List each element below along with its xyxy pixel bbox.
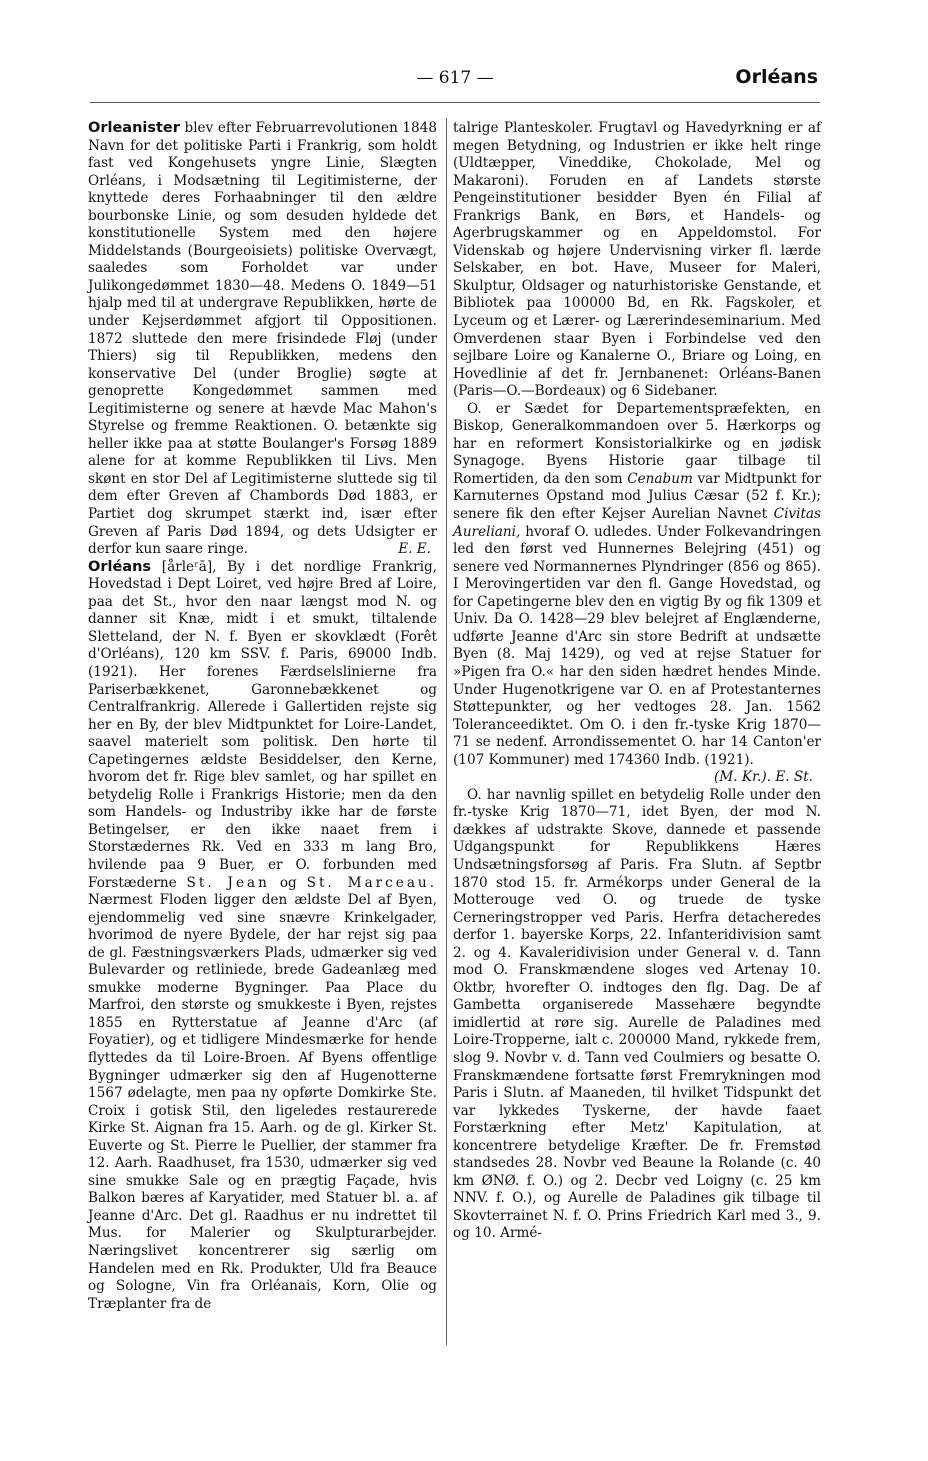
right-column xyxy=(453,120,821,1243)
page-number: — 617 — xyxy=(416,68,494,88)
headword-orleans: Orléans xyxy=(88,558,152,575)
page-header xyxy=(90,66,818,102)
column-divider xyxy=(446,118,447,1345)
paragraph: talrige Planteskoler. Frugtavl og Havedyrkning er af megen Betydning, og Industrien er ikke helt ringe (Uldtæpper, Vineddike, Chokolade, Mel og Makaroni). Foruden en af Landets største Pengeinstitutioner besidder Byen én Filial af Frankrigs Bank, en Børs, et Handels- og Agerbrugskammer og en Appeldomstol. For Videnskab og højere Undervisning virker fl. lærde Selskaber, en bot. Have, Museer for Maleri, Skulptur, Oldsager og naturhistoriske Genstande, et Bibliotek paa 100000 Bd, en Rk. Fagskoler, et Lyceum og et Lærer- og Lærerindeseminarium. Med Omverdenen staar Byen i Forbindelse ved den sejlbare Loire og Kanalerne O., Briare og Loing, en Hovedlinie af det fr. Jernbanenet: Orléans-Banen (Paris—O.—Bordeaux) og 6 Sidebaner. xyxy=(453,120,821,400)
spaced-name: St. Marceau. xyxy=(306,874,438,891)
running-head: Orléans xyxy=(735,66,818,88)
entry-text: Nærmest Floden ligger den ældste Del af Byen, ejendommelig ved sine snævre Krinkelgader, hvorimod de nyere Bydele, der har rejst sig paa de gl. Fæstningsværkers Plads, udmærker sig ved Bulevarder og retliniede, brede Gadeanlæg med smukke moderne Bygninger. Paa Place du Marfroi, den største og smukkeste i Byen, rejstes 1855 en Rytterstatue af Jeanne d'Arc (af Foyatier), og et tidligere Mindesmærke for hende flyttedes da til Loire-Broen. Af Byens offentlige Bygninger udmærker sig den af Hugenotterne 1567 ødelagte, men paa ny opførte Domkirke Ste. Croix i gotisk Stil, den ligeledes restaurerede Kirke St. Aignan fra 15. Aarh. og de gl. Kirker St. Euverte og St. Pierre le Puellier, der stammer fra 12. Aarh. Raadhuset, fra 1530, udmærker sig ved sine smukke Sale og en prægtig Façade, hvis Balkon bæres af Karyatider, med Statuer bl. a. af Jeanne d'Arc. Det gl. Raadhus er nu indrettet til Mus. for Malerier og Skulpturarbejder. Næringslivet koncentrerer sig særlig om Handelen med en Rk. Produkter, Uld fra Beauce og Sologne, Vin fra Orléanais, Korn, Olie og Træplanter fra de xyxy=(88,892,437,1312)
paragraph-text: hvoraf O. udledes. Under Folkevandringen led den først ved Hunnernes Belejring (451) og senere ved Normannernes Plyndringer (856 og 865). I Merovingertiden var den fl. Gange Hovedstad, og for Capetingerne blev den en vigtig By og fik 1309 et Univ. Da O. 1428—29 blev belejret af Englænderne, udførte Jeanne d'Arc sin store Bedrift at undsætte Byen (8. Maj 1429), og ved at rejse Statuer for »Pigen fra O.« har den siden hædret hendes Minde. Under Hugenotkrigene var O. en af Protestanternes Støttepunkter, og her vedtoges 28. Jan. 1562 Toleranceediktet. Om O. i den fr.-tyske Krig 1870—71 se nedenf. Arrondissementet O. har 14 Canton'er (107 Kommuner) med 174360 Indb. (1921). xyxy=(453,523,821,768)
latin-name: Cenabum xyxy=(627,470,693,487)
pronunciation: [årleʳā], xyxy=(151,558,217,575)
paragraph: O. har navnlig spillet en betydelig Rolle under den fr.-tyske Krig 1870—71, idet Byen, der mod N. dækkes af udstrakte Skove, dannede et passende Udgangspunkt for Republikkens Hæres Undsætningsforsøg af Paris. Fra Slutn. af Septbr 1870 stod 15. fr. Armékorps under General de la Motterouge ved O. og truede de tyske Cerneringstropper ved Paris. Herfra detacheredes derfor 1. bayerske Korps, 22. Infanteridivision samt 2. og 4. Kavaleridivision under General v. d. Tann mod O. Franskmændene sloges ved Artenay 10. Oktbr, hvorefter O. indtoges den flg. Dag. De af Gambetta organiserede Massehære begyndte imidlertid at røre sig. Aurelle de Paladines med Loire-Tropperne, ialt c. 200000 Mand, rykkede frem, slog 9. Novbr v. d. Tann ved Coulmiers og besatte O. Franskmændene fortsatte først Fremrykningen mod Paris i Slutn. af Maaneden, til hvilket Tidspunkt det var lykkedes Tyskerne, der havde faaet Forstærkning efter Metz' Kapitulation, at koncentrere betydelige Kræfter. De fr. Fremstød standsedes 28. Novbr ved Beaune la Rolande (c. 40 km ØNØ. f. O.) og 2. Decbr ved Loigny (c. 25 km NNV. f. O.), og Aurelle de Paladines gik tilbage til Skovterrainet N. f. O. Prins Friedrich Karl med 3., 9. og 10. Armé- xyxy=(453,786,821,1242)
headword-orleanister: Orleanister xyxy=(88,120,180,136)
paragraph-text: O. er Sædet for Departementspræfekten, en Biskop, Generalkommandoen over 5. Hærkorps og har en reformert Konsistorialkirke og en jødisk Synagoge. Byens Historie gaar tilbage til Romertiden, da den som xyxy=(453,400,821,487)
entry-text: By i det nordlige Frankrig, Hovedstad i Dept Loiret, ved højre Bred af Loire, paa det St., hvor den naar længst mod N. og danner sit Knæ, midt i et smukt, tiltalende Sletteland, der N. f. Byen er skovklædt (Forêt d'Orléans), 120 km SSV. f. Paris, 69000 Indb. (1921). Her forenes Færdselslinierne fra Pariserbækkenet, Garonnebækkenet og Centralfrankrig. Allerede i Gallertiden rejste sig her en By, der blev Midtpunktet for Loire-Landet, saavel materielt som politisk. Den hørte til Capetingernes ældste Besiddelser, den Kerne, hvorom det fr. Rige blev samlet, og har spillet en betydelig Rolle i Frankrigs Historie; men da den som Handels- og Industriby ikke har de første Betingelser, er den ikke naaet frem i Storstædernes Rk. Ved en 333 m lang Bro, hvilende paa 9 Buer, er O. forbunden med Forstæderne xyxy=(88,558,437,891)
author-signature: (M. Kr.). E. St. xyxy=(714,769,813,786)
left-column xyxy=(88,120,437,1313)
entry-text: blev efter Februarrevolutionen 1848 Navn for det politiske Parti i Frankrig, som holdt fast ved Kongehusets yngre Linie, Slægten Orléans, i Modsætning til Legitimisterne, der knyttede deres Forhaabninger til den ældre bourbonske Linie, og som desuden hyldede det konstitutionelle System med den højere Middelstands (Bourgeoisiets) politiske Overvægt, saaledes som Forholdet var under Julikongedømmet 1830—48. Medens O. 1849—51 hjalp med til at undergrave Republikken, hørte de under Kejserdømmet afgjort til Oppositionen. 1872 sluttede den mere frisindede Fløj (under Thiers) sig til Republikken, medens den konservative Del (under Broglie) søgte at genoprette Kongedømmet sammen med Legitimisterne og senere at hævde Mac Mahon's Styrelse og fremme Reaktionen. O. betænkte sig heller ikke paa at støtte Boulanger's Forsøg 1889 alene for at komme Republikken til Livs. Men skønt en stor Del af Legitimisterne sluttede sig til dem efter Greven af Chambords Død 1883, er Partiet dog skrumpet stærkt ind, især efter Greven af Paris Død 1894, og dets Udsigter er derfor kun saare ringe. xyxy=(88,120,437,558)
author-signature: E. E. xyxy=(398,541,431,558)
entry-orleans xyxy=(88,559,437,1314)
spaced-name: St. Jean xyxy=(186,874,270,891)
header-rule xyxy=(90,102,820,103)
entry-text: og xyxy=(269,874,307,891)
paragraph-text: var Midtpunkt for Karnuternes Opstand mod Julius Cæsar (52 f. Kr.); senere fik den efter Kejser Aurelian Navnet xyxy=(453,470,821,523)
latin-name: Civitas Aureliani, xyxy=(453,506,821,540)
paragraph xyxy=(453,401,821,787)
entry-orleanister xyxy=(88,120,437,559)
